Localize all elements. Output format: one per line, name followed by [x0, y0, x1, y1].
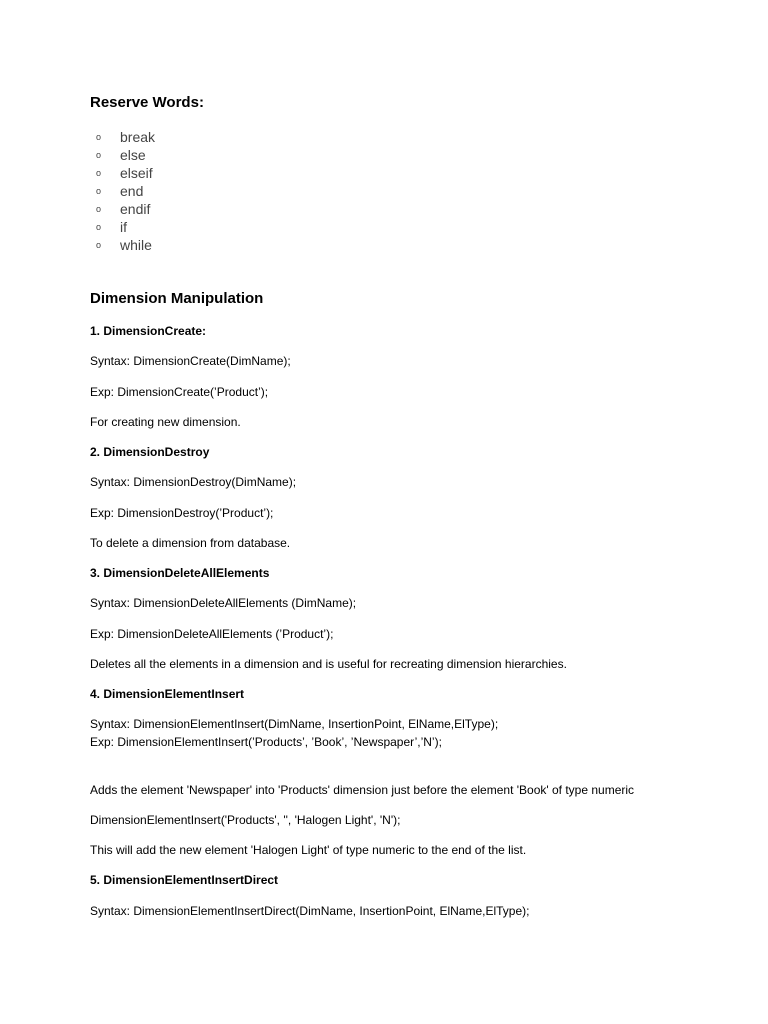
description-line: To delete a dimension from database.: [90, 536, 291, 550]
section-heading-dimension-element-insert-direct: 5. DimensionElementInsertDirect: [90, 873, 279, 887]
syntax-line: Syntax: DimensionElementInsert(DimName, InsertionPoint, ElName,ElType);: [90, 717, 499, 731]
bullet-marker: o: [96, 186, 102, 196]
bullet-marker: o: [96, 168, 102, 178]
reserve-word: end: [120, 183, 144, 199]
syntax-line: Syntax: DimensionDeleteAllElements (DimName);: [90, 596, 357, 610]
reserve-word: endif: [120, 201, 151, 217]
reserve-word: if: [120, 219, 127, 235]
dimension-manipulation-heading: Dimension Manipulation: [90, 290, 264, 307]
example-line: Exp: DimensionDestroy(’Product’);: [90, 506, 274, 520]
example-line: Exp: DimensionElementInsert(’Products’, ’Book’, ’Newspaper’,’N’);: [90, 735, 442, 749]
example-line: Exp: DimensionCreate(’Product’);: [90, 385, 269, 399]
description-line: Adds the element 'Newspaper' into 'Products' dimension just before the element 'Book' of type numeric: [90, 783, 635, 797]
reserve-word: while: [120, 237, 152, 253]
syntax-line: Syntax: DimensionCreate(DimName);: [90, 354, 291, 368]
description-line: This will add the new element 'Halogen Light' of type numeric to the end of the list.: [90, 843, 527, 857]
description-line: For creating new dimension.: [90, 415, 241, 429]
example-line: Exp: DimensionDeleteAllElements (’Product’);: [90, 627, 334, 641]
reserve-words-list: [96, 128, 155, 254]
list-item: [96, 146, 155, 164]
reserve-words-heading: Reserve Words:: [90, 94, 204, 111]
reserve-word: elseif: [120, 165, 153, 181]
list-item: [96, 236, 155, 254]
section-heading-dimension-delete-all-elements: 3. DimensionDeleteAllElements: [90, 566, 270, 580]
description-line: Deletes all the elements in a dimension and is useful for recreating dimension hierarchies.: [90, 657, 567, 671]
syntax-line: Syntax: DimensionElementInsertDirect(DimName, InsertionPoint, ElName,ElType);: [90, 904, 530, 918]
list-item: [96, 182, 155, 200]
section-heading-dimension-destroy: 2. DimensionDestroy: [90, 445, 210, 459]
syntax-line: Syntax: DimensionDestroy(DimName);: [90, 475, 297, 489]
bullet-marker: o: [96, 240, 102, 250]
section-heading-dimension-create: 1. DimensionCreate:: [90, 324, 207, 338]
list-item: [96, 164, 155, 182]
section-heading-dimension-element-insert: 4. DimensionElementInsert: [90, 687, 245, 701]
code-line: DimensionElementInsert('Products', '', 'Halogen Light', 'N');: [90, 813, 401, 827]
bullet-marker: o: [96, 222, 102, 232]
list-item: [96, 128, 155, 146]
bullet-marker: o: [96, 150, 102, 160]
list-item: [96, 218, 155, 236]
list-item: [96, 200, 155, 218]
bullet-marker: o: [96, 132, 102, 142]
bullet-marker: o: [96, 204, 102, 214]
reserve-word: else: [120, 147, 146, 163]
reserve-word: break: [120, 129, 156, 145]
